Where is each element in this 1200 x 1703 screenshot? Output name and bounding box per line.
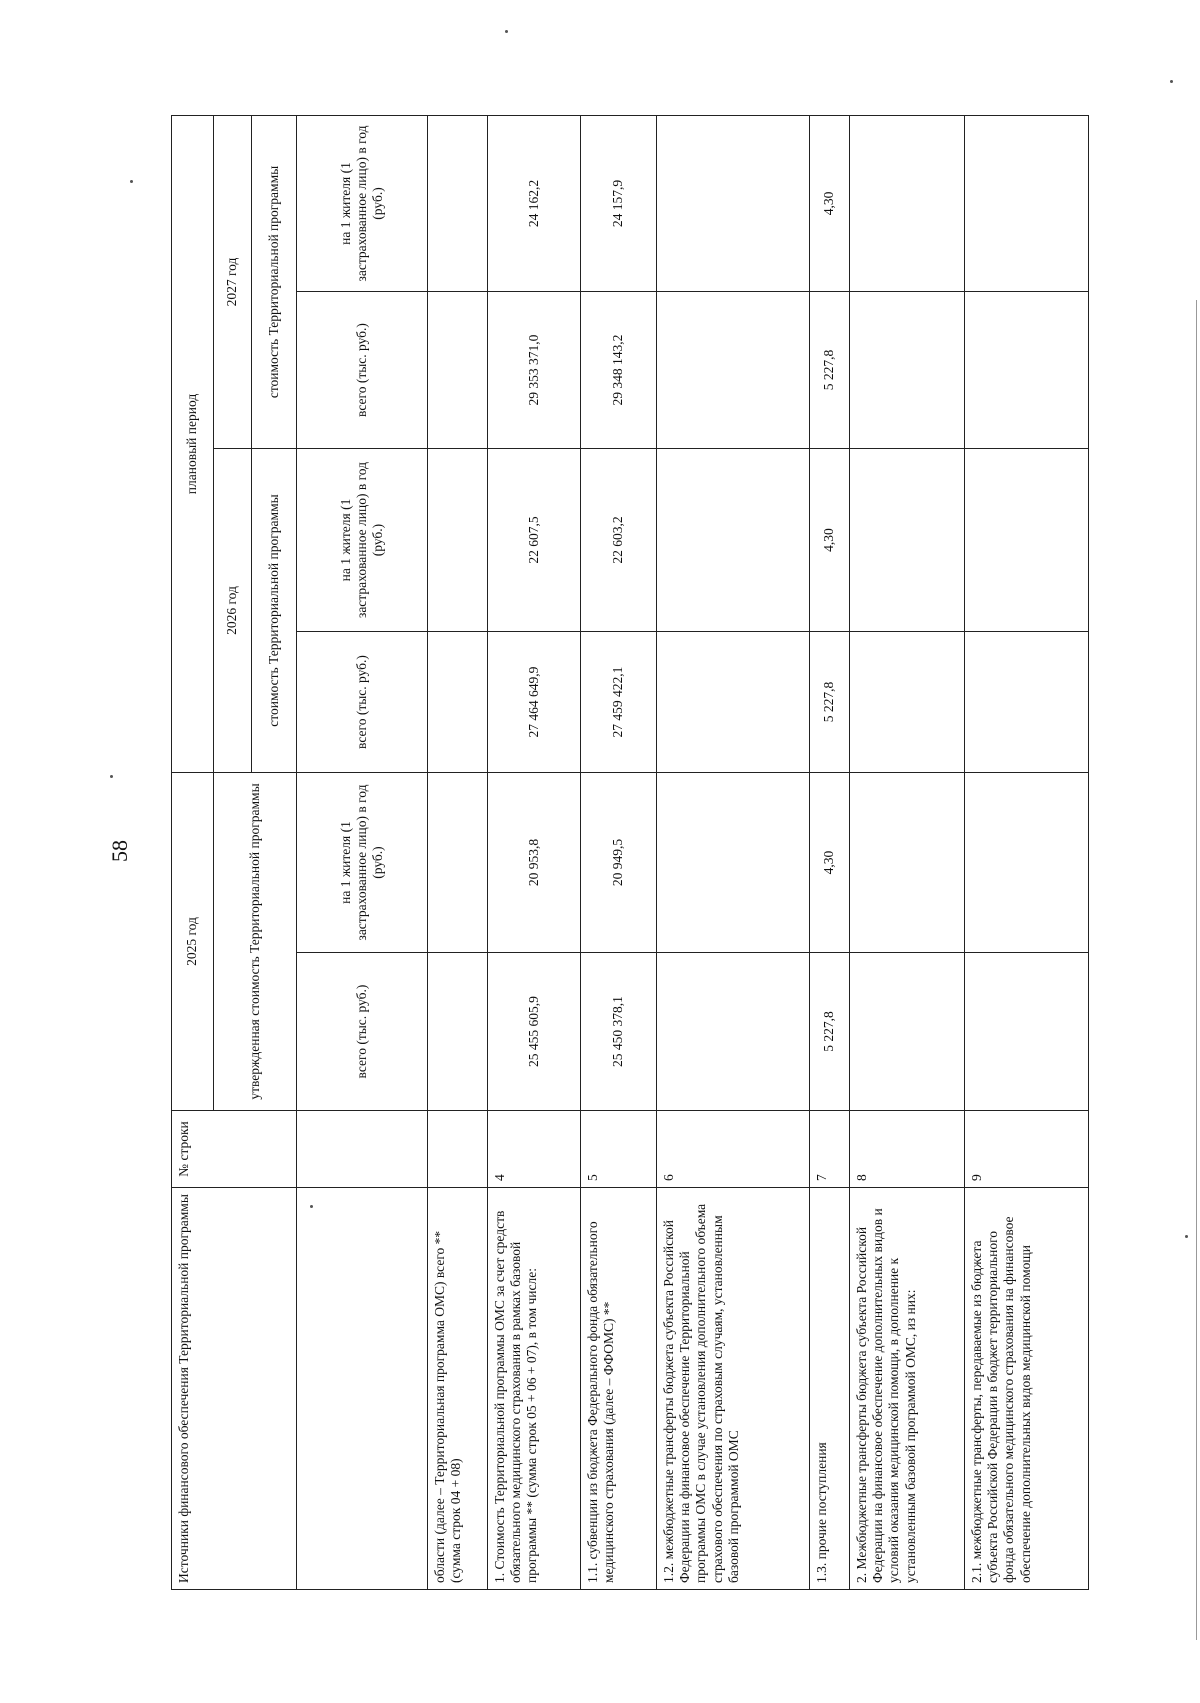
value-2027-total	[428, 292, 488, 449]
table-row	[488, 115, 581, 1589]
row-number	[428, 1111, 488, 1188]
row-number: 9	[965, 1111, 1089, 1188]
value-2027-per-capita	[965, 115, 1089, 291]
value-2027-total	[850, 292, 965, 449]
scan-speck	[1185, 1235, 1188, 1238]
value-2026-per-capita	[965, 449, 1089, 632]
value-2027-per-capita	[850, 115, 965, 291]
value-2026-total	[850, 632, 965, 773]
row-number: 8	[850, 1111, 965, 1188]
value-2025-total	[657, 953, 810, 1111]
header-total-2025: всего (тыс. руб.)	[297, 953, 428, 1111]
header-cost-2026: стоимость Территориальной программы	[252, 449, 297, 773]
value-2026-per-capita	[657, 449, 810, 632]
value-2027-per-capita: 24 162,2	[488, 115, 581, 291]
value-2025-total	[965, 953, 1089, 1111]
header-planned-period: плановый период	[172, 115, 214, 772]
value-2027-total: 29 353 371,0	[488, 292, 581, 449]
value-2026-per-capita: 4,30	[810, 449, 850, 632]
header-year-2027: 2027 год	[214, 115, 252, 448]
header-blank	[297, 1188, 428, 1590]
header-total-2027: всего (тыс. руб.)	[297, 292, 428, 449]
row-label: 2. Межбюджетные трансферты бюджета субъекта Российской Федерации на финансовое обеспечение дополнительных видов и условий оказания медицинской помощи, в дополнение к установленным базовой программой ОМС, из них:	[850, 1188, 965, 1590]
value-2026-per-capita: 22 607,5	[488, 449, 581, 632]
row-number: 4	[488, 1111, 581, 1188]
financing-sources-table	[171, 115, 1089, 1590]
scan-speck	[130, 180, 133, 183]
header-cost-2027: стоимость Территориальной программы	[252, 115, 297, 448]
header-total-2026: всего (тыс. руб.)	[297, 632, 428, 773]
row-label: 1. Стоимость Территориальной программы ОМС за счет средств обязательного медицинского страхования в рамках базовой программы ** (сумма строк 05 + 06 + 07), в том числе:	[488, 1188, 581, 1590]
header-source: Источники финансового обеспечения Территориальной программы	[172, 1188, 297, 1590]
value-2027-total: 5 227,8	[810, 292, 850, 449]
value-2027-per-capita	[428, 115, 488, 291]
value-2025-per-capita	[657, 773, 810, 953]
header-blank	[297, 1111, 428, 1188]
scan-speck	[110, 775, 113, 778]
header-year-2026: 2026 год	[214, 449, 252, 773]
value-2026-total	[965, 632, 1089, 773]
header-per-capita-2025: на 1 жителя (1 застрахованное лицо) в год (руб.)	[297, 773, 428, 953]
table-row	[850, 115, 965, 1589]
value-2025-total: 25 455 605,9	[488, 953, 581, 1111]
row-number: 6	[657, 1111, 810, 1188]
value-2027-per-capita	[657, 115, 810, 291]
rotated-table-wrapper	[171, 116, 1088, 1590]
value-2026-total: 27 464 649,9	[488, 632, 581, 773]
value-2027-per-capita: 24 157,9	[581, 115, 657, 291]
table-row	[965, 115, 1089, 1589]
value-2026-total	[428, 632, 488, 773]
value-2025-per-capita: 4,30	[810, 773, 850, 953]
table-row	[428, 115, 488, 1589]
value-2026-total: 5 227,8	[810, 632, 850, 773]
page-number: 58	[107, 840, 132, 862]
table-row	[657, 115, 810, 1589]
value-2026-total	[657, 632, 810, 773]
value-2025-per-capita: 20 953,8	[488, 773, 581, 953]
table-row	[810, 115, 850, 1589]
value-2025-per-capita	[850, 773, 965, 953]
row-label: 1.2. межбюджетные трансферты бюджета субъекта Российской Федерации на финансовое обеспечение Территориальной программы ОМС в случае установления дополнительного объема страхового обеспечения по страховым случаям, установленным базовой программой ОМС	[657, 1188, 810, 1590]
scan-edge	[1196, 300, 1197, 1640]
value-2025-total: 5 227,8	[810, 953, 850, 1111]
row-label: области (далее – Территориальная программа ОМС) всего ** (сумма строк 04 + 08)	[428, 1188, 488, 1590]
row-number: 5	[581, 1111, 657, 1188]
value-2027-total	[657, 292, 810, 449]
value-2026-per-capita	[428, 449, 488, 632]
value-2026-per-capita: 22 603,2	[581, 449, 657, 632]
row-number: 7	[810, 1111, 850, 1188]
scan-speck	[505, 30, 508, 33]
scan-speck	[1170, 80, 1173, 83]
value-2025-total	[850, 953, 965, 1111]
value-2025-per-capita	[428, 773, 488, 953]
value-2025-per-capita	[965, 773, 1089, 953]
header-per-capita-2027: на 1 жителя (1 застрахованное лицо) в год (руб.)	[297, 115, 428, 291]
value-2025-per-capita: 20 949,5	[581, 773, 657, 953]
value-2025-total: 25 450 378,1	[581, 953, 657, 1111]
header-year-2025: 2025 год	[172, 773, 214, 1111]
header-approved-cost: утвержденная стоимость Территориальной программы	[214, 773, 297, 1111]
table-row	[581, 115, 657, 1589]
value-2027-total	[965, 292, 1089, 449]
value-2026-per-capita	[850, 449, 965, 632]
header-row-number: № строки	[172, 1111, 297, 1188]
value-2026-total: 27 459 422,1	[581, 632, 657, 773]
row-label: 2.1. межбюджетные трансферты, передаваемые из бюджета субъекта Российской Федерации в бюджет территориального фонда обязательного медицинского страхования на финансовое обеспечение дополнительных видов медицинской помощи	[965, 1188, 1089, 1590]
row-label: 1.3. прочие поступления	[810, 1188, 850, 1590]
header-per-capita-2026: на 1 жителя (1 застрахованное лицо) в год (руб.)	[297, 449, 428, 632]
value-2027-total: 29 348 143,2	[581, 292, 657, 449]
row-label: 1.1. субвенции из бюджета Федерального фонда обязательного медицинского страхования (далее – ФФОМС) **	[581, 1188, 657, 1590]
value-2025-total	[428, 953, 488, 1111]
value-2027-per-capita: 4,30	[810, 115, 850, 291]
